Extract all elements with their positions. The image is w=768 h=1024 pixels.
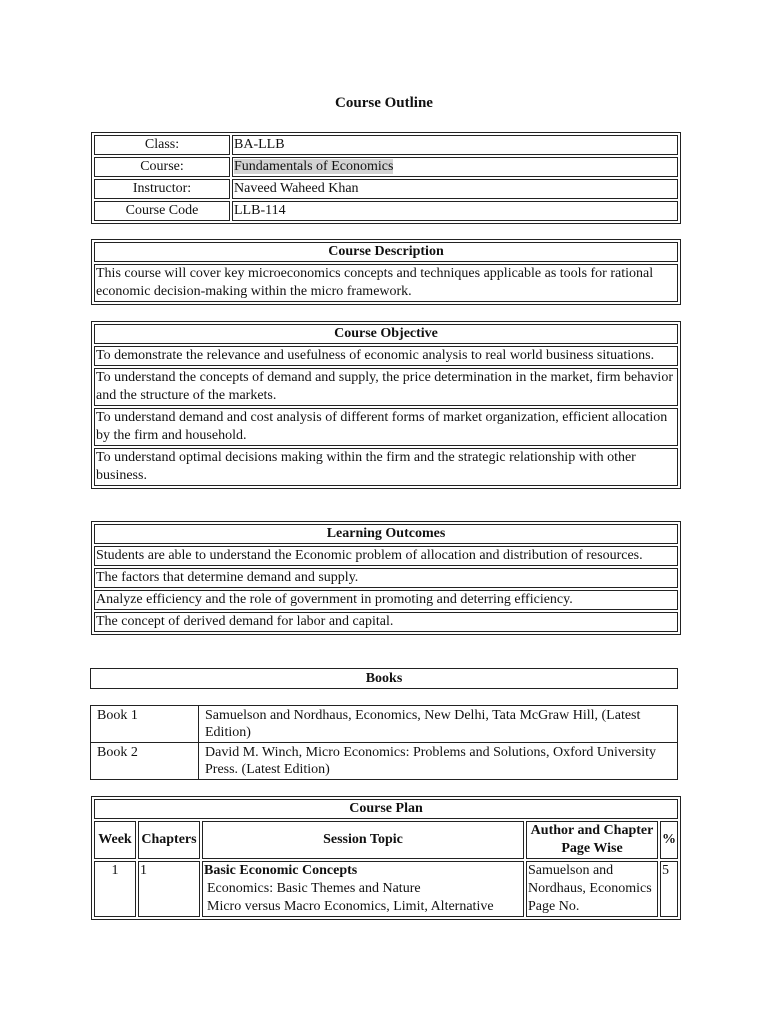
section-heading: Learning Outcomes — [94, 524, 678, 544]
section-heading: Course Plan — [94, 799, 678, 819]
plan-topic-title: Basic Economic Concepts — [204, 863, 358, 878]
book-label: Book 1 — [91, 706, 199, 743]
course-objective-table — [91, 321, 681, 489]
col-percent: % — [660, 821, 678, 859]
book-text: Samuelson and Nordhaus, Economics, New Delhi, Tata McGraw Hill, (Latest Edition) — [199, 706, 678, 743]
book-row — [91, 706, 678, 743]
course-name-highlight: Fundamentals of Economics — [234, 159, 394, 174]
plan-chapters: 1 — [138, 861, 200, 917]
description-text: This course will cover key microeconomics concepts and techniques applicable as tools for rational economic decision-making within the micro framework. — [94, 264, 678, 302]
outcome-item: The concept of derived demand for labor and capital. — [94, 612, 678, 632]
course-description-table — [91, 239, 681, 305]
outcome-item: Analyze efficiency and the role of government in promoting and deterring efficiency. — [94, 590, 678, 610]
learning-outcomes-table — [91, 521, 681, 635]
info-row-course — [94, 157, 678, 177]
info-value: Naveed Waheed Khan — [232, 179, 678, 199]
info-value: LLB-114 — [232, 201, 678, 221]
info-label: Course Code — [94, 201, 230, 221]
course-plan-table — [91, 796, 681, 920]
section-heading: Course Objective — [94, 324, 678, 344]
plan-author: Samuelson and Nordhaus, Economics Page No. — [526, 861, 658, 917]
info-row-course-code — [94, 201, 678, 221]
info-row-class — [94, 135, 678, 155]
plan-row — [94, 861, 678, 917]
books-heading: Books — [90, 668, 678, 689]
objective-item: To understand demand and cost analysis of different forms of market organization, efficient allocation by the firm and household. — [94, 408, 678, 446]
info-label: Course: — [94, 157, 230, 177]
col-session-topic: Session Topic — [202, 821, 524, 859]
course-info-table — [91, 132, 681, 224]
plan-topic-line: Economics: Basic Themes and Nature — [207, 881, 421, 896]
col-chapters: Chapters — [138, 821, 200, 859]
objective-item: To demonstrate the relevance and usefulness of economic analysis to real world business situations. — [94, 346, 678, 366]
books-table — [90, 705, 678, 780]
book-text: David M. Winch, Micro Economics: Problems and Solutions, Oxford University Press. (Latest Edition) — [199, 743, 678, 780]
col-week: Week — [94, 821, 136, 859]
plan-week: 1 — [94, 861, 136, 917]
plan-topic-line: Micro versus Macro Economics, Limit, Alternative — [207, 899, 494, 914]
outcome-item: Students are able to understand the Economic problem of allocation and distribution of resources. — [94, 546, 678, 566]
info-value: BA-LLB — [232, 135, 678, 155]
outcome-item: The factors that determine demand and supply. — [94, 568, 678, 588]
plan-topic — [202, 861, 524, 917]
col-author: Author and Chapter Page Wise — [526, 821, 658, 859]
info-row-instructor — [94, 179, 678, 199]
info-value — [232, 157, 678, 177]
info-label: Instructor: — [94, 179, 230, 199]
objective-item: To understand the concepts of demand and supply, the price determination in the market, firm behavior and the structure of the markets. — [94, 368, 678, 406]
book-row — [91, 743, 678, 780]
book-label: Book 2 — [91, 743, 199, 780]
page-title: Course Outline — [335, 95, 433, 111]
section-heading: Course Description — [94, 242, 678, 262]
plan-percent: 5 — [660, 861, 678, 917]
objective-item: To understand optimal decisions making within the firm and the strategic relationship with other business. — [94, 448, 678, 486]
info-label: Class: — [94, 135, 230, 155]
